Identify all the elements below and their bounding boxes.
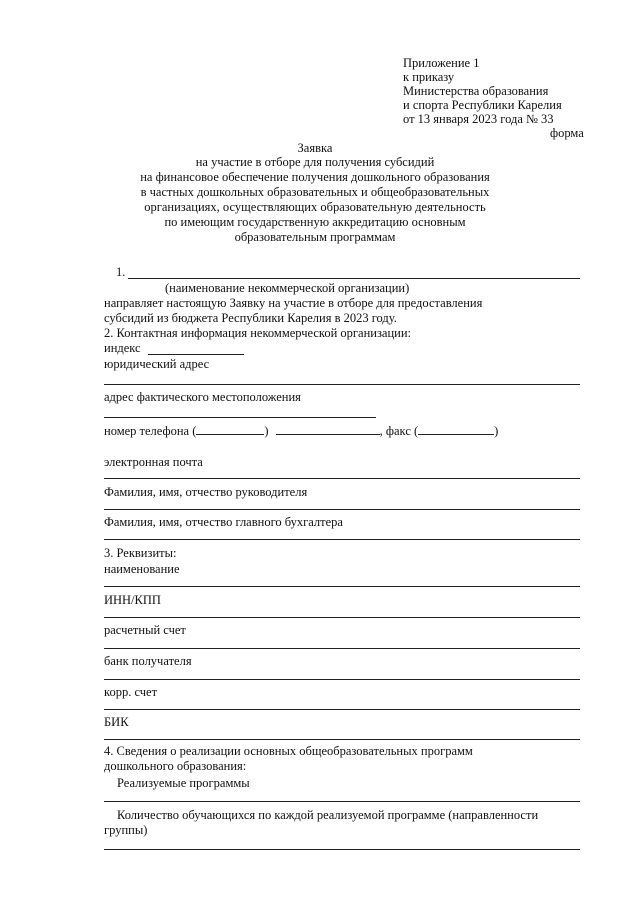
- fax-field[interactable]: [418, 423, 494, 435]
- document-title: Заявка: [297, 141, 333, 155]
- title-line-4: организациях, осуществляющих образовательную деятельность: [144, 200, 486, 214]
- accountant-label: Фамилия, имя, отчество главного бухгалтера: [104, 515, 343, 529]
- account-label: расчетный счет: [104, 623, 186, 637]
- bank-field[interactable]: [104, 679, 580, 680]
- org-name-field[interactable]: [128, 278, 580, 279]
- fax-label: , факс (: [379, 424, 419, 438]
- item-1-number: 1.: [116, 265, 126, 279]
- appendix-label: Приложение 1: [403, 56, 480, 70]
- ministry-name: Министерства образования: [403, 84, 549, 98]
- title-line-2: на финансовое обеспечение получения дошкольного образования: [140, 170, 490, 184]
- programs-label: Реализуемые программы: [117, 776, 250, 790]
- students-line-2: группы): [104, 823, 148, 837]
- title-line-5: по имеющим государственную аккредитацию основным: [164, 215, 466, 229]
- legal-address-label: юридический адрес: [104, 357, 210, 371]
- order-ref: к приказу: [403, 70, 455, 84]
- item-4-line-1: 4. Сведения о реализации основных общеобразовательных программ: [104, 744, 473, 758]
- phone-number-field[interactable]: [276, 423, 380, 435]
- inn-label: ИНН/КПП: [104, 593, 161, 607]
- item-2-title: 2. Контактная информация некоммерческой организации:: [104, 326, 411, 340]
- students-line-1: Количество обучающихся по каждой реализуемой программе (направленности: [117, 808, 539, 822]
- org-name-caption: (наименование некоммерческой организации): [165, 281, 410, 295]
- accountant-field[interactable]: [104, 539, 580, 540]
- director-label: Фамилия, имя, отчество руководителя: [104, 485, 308, 499]
- form-label: форма: [550, 126, 584, 140]
- legal-address-field[interactable]: [104, 384, 580, 385]
- item-1-text-2: субсидий из бюджета Республики Карелия в 2023 году.: [104, 311, 397, 325]
- corr-field[interactable]: [104, 709, 580, 710]
- inn-field[interactable]: [104, 617, 580, 618]
- name-field[interactable]: [104, 586, 580, 587]
- bank-label: банк получателя: [104, 654, 192, 668]
- title-line-6: образовательным программам: [234, 230, 396, 244]
- actual-address-field[interactable]: [104, 417, 376, 418]
- programs-field[interactable]: [104, 801, 580, 802]
- title-line-3: в частных дошкольных образовательных и общеобразовательных: [140, 185, 490, 199]
- actual-address-label: адрес фактического местоположения: [104, 390, 301, 404]
- phone-line: [104, 423, 498, 438]
- email-field[interactable]: [104, 478, 580, 479]
- director-field[interactable]: [104, 509, 580, 510]
- corr-label: корр. счет: [104, 685, 158, 699]
- ministry-name-2: и спорта Республики Карелия: [403, 98, 562, 112]
- bik-field[interactable]: [104, 739, 580, 740]
- order-date: от 13 января 2023 года № 33: [403, 112, 554, 126]
- students-field[interactable]: [104, 849, 580, 850]
- bik-label: БИК: [104, 715, 129, 729]
- title-line-1: на участие в отборе для получения субсидий: [195, 155, 435, 169]
- account-field[interactable]: [104, 648, 580, 649]
- email-label: электронная почта: [104, 455, 203, 469]
- item-3-title: 3. Реквизиты:: [104, 546, 177, 560]
- index-field[interactable]: [148, 354, 244, 355]
- index-label: индекс: [104, 341, 141, 355]
- item-4-line-2: дошкольного образования:: [104, 759, 247, 773]
- name-label: наименование: [104, 562, 180, 576]
- fax-close: ): [494, 424, 499, 438]
- phone-label: номер телефона (: [104, 424, 197, 438]
- item-1-text-1: направляет настоящую Заявку на участие в отборе для предоставления: [104, 296, 483, 310]
- phone-close: ): [264, 424, 269, 438]
- phone-code-field[interactable]: [196, 423, 264, 435]
